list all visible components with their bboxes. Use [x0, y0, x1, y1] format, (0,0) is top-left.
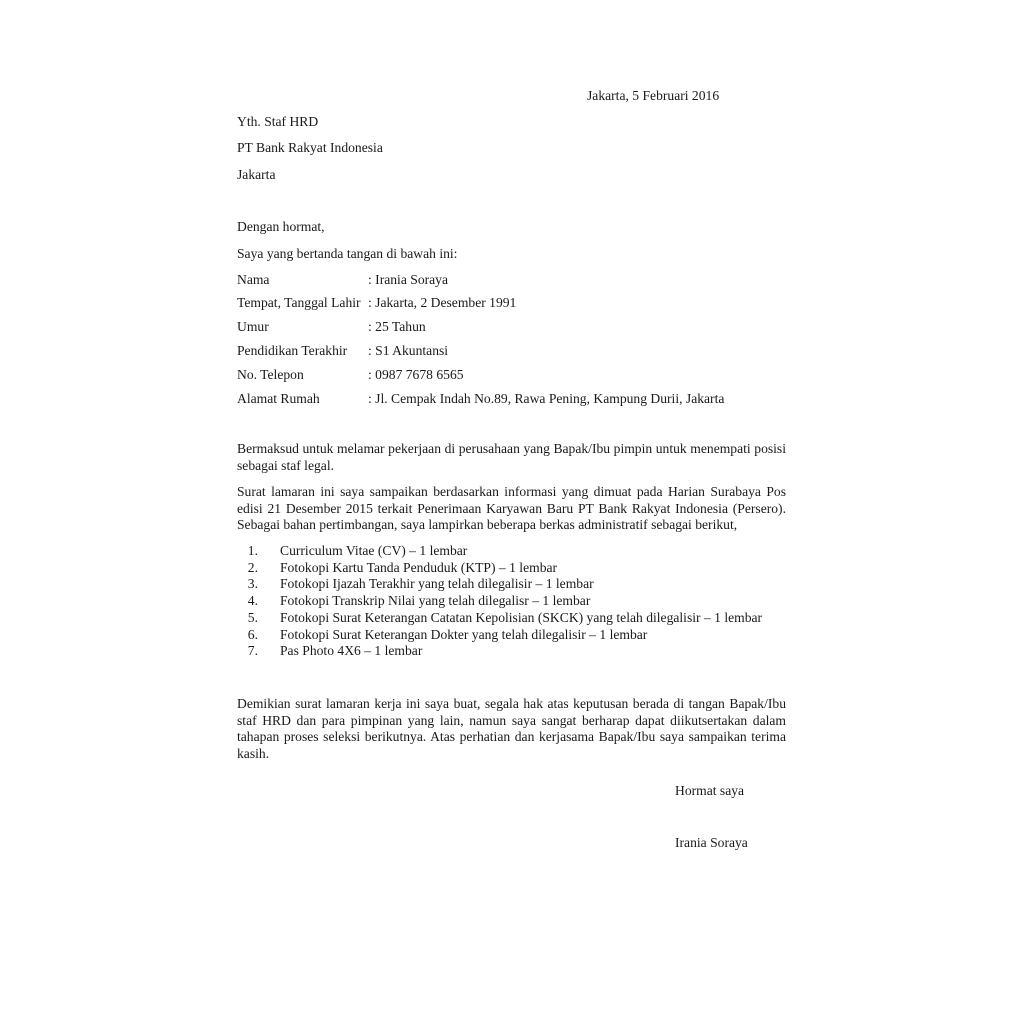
field-value: : 25 Tahun [368, 319, 426, 334]
list-text: Fotokopi Kartu Tanda Penduduk (KTP) – 1 lembar [280, 559, 558, 575]
paragraph-intent: Bermaksud untuk melamar pekerjaan di perusahaan yang Bapak/Ibu pimpin untuk menempati posisi sebagai staf legal. [237, 441, 786, 473]
field-label: Nama [237, 272, 270, 287]
recipient-line-3: Jakarta [237, 167, 276, 182]
list-number: 2. [247, 559, 258, 575]
field-row-phone [237, 367, 464, 383]
list-item [237, 543, 762, 560]
field-value: : Jl. Cempak Indah No.89, Rawa Pening, Kampung Durii, Jakarta [368, 391, 725, 406]
list-item [237, 610, 762, 627]
list-text: Fotokopi Surat Keterangan Dokter yang telah dilegalisir – 1 lembar [280, 626, 648, 642]
intro-line: Saya yang bertanda tangan di bawah ini: [237, 246, 458, 261]
list-number: 4. [247, 593, 258, 609]
field-value: : Jakarta, 2 Desember 1991 [368, 295, 517, 310]
field-label: Pendidikan Terakhir [237, 343, 348, 358]
field-row-age [237, 319, 426, 335]
list-number: 7. [247, 643, 258, 659]
recipient-line-1: Yth. Staf HRD [237, 114, 319, 129]
list-number: 6. [247, 626, 258, 642]
list-number: 5. [247, 609, 258, 625]
list-text: Fotokopi Ijazah Terakhir yang telah dilegalisir – 1 lembar [280, 576, 594, 592]
list-text: Fotokopi Transkrip Nilai yang telah dilegalisr – 1 lembar [280, 593, 591, 609]
field-label: No. Telepon [237, 367, 304, 382]
list-item [237, 593, 762, 610]
field-row-birth [237, 295, 516, 311]
signatory-name: Irania Soraya [675, 835, 748, 850]
list-item [237, 627, 762, 644]
field-value: : Irania Soraya [368, 272, 449, 287]
recipient-line-2: PT Bank Rakyat Indonesia [237, 140, 383, 155]
field-row-name [237, 272, 448, 288]
list-item [237, 643, 762, 660]
list-number: 3. [247, 576, 258, 592]
attachment-list [237, 543, 762, 660]
list-text: Fotokopi Surat Keterangan Catatan Kepolisian (SKCK) yang telah dilegalisir – 1 lembar [280, 609, 763, 625]
greeting: Dengan hormat, [237, 219, 325, 234]
list-item [237, 576, 762, 593]
field-row-address [237, 391, 724, 407]
field-label: Umur [237, 319, 269, 334]
field-label: Alamat Rumah [237, 391, 320, 406]
field-value: : S1 Akuntansi [368, 343, 449, 358]
field-label: Tempat, Tanggal Lahir [237, 295, 361, 310]
date-line: Jakarta, 5 Februari 2016 [587, 88, 720, 103]
sign-off: Hormat saya [675, 783, 745, 798]
list-text: Curriculum Vitae (CV) – 1 lembar [280, 543, 468, 558]
field-value: : 0987 7678 6565 [368, 367, 464, 382]
list-item [237, 560, 762, 577]
field-row-education [237, 343, 448, 359]
list-number: 1. [247, 543, 258, 558]
paragraph-source: Surat lamaran ini saya sampaikan berdasarkan informasi yang dimuat pada Harian Surabaya Pos edisi 21 Desember 2015 terkait Penerimaan Karyawan Baru PT Bank Rakyat Indonesia (Persero). Sebagai bahan pertimbangan, saya lampirkan beberapa berkas administratif sebagai berikut, [237, 484, 786, 533]
paragraph-closing: Demikian surat lamaran kerja ini saya buat, segala hak atas keputusan berada di tangan Bapak/Ibu staf HRD dan para pimpinan yang lain, namun saya sangat berharap dapat diikutsertakan dalam tahapan proses seleksi berikutnya. Atas perhatian dan kerjasama Bapak/Ibu saya sampaikan terima kasih. [237, 696, 786, 761]
list-text: Pas Photo 4X6 – 1 lembar [280, 643, 423, 659]
